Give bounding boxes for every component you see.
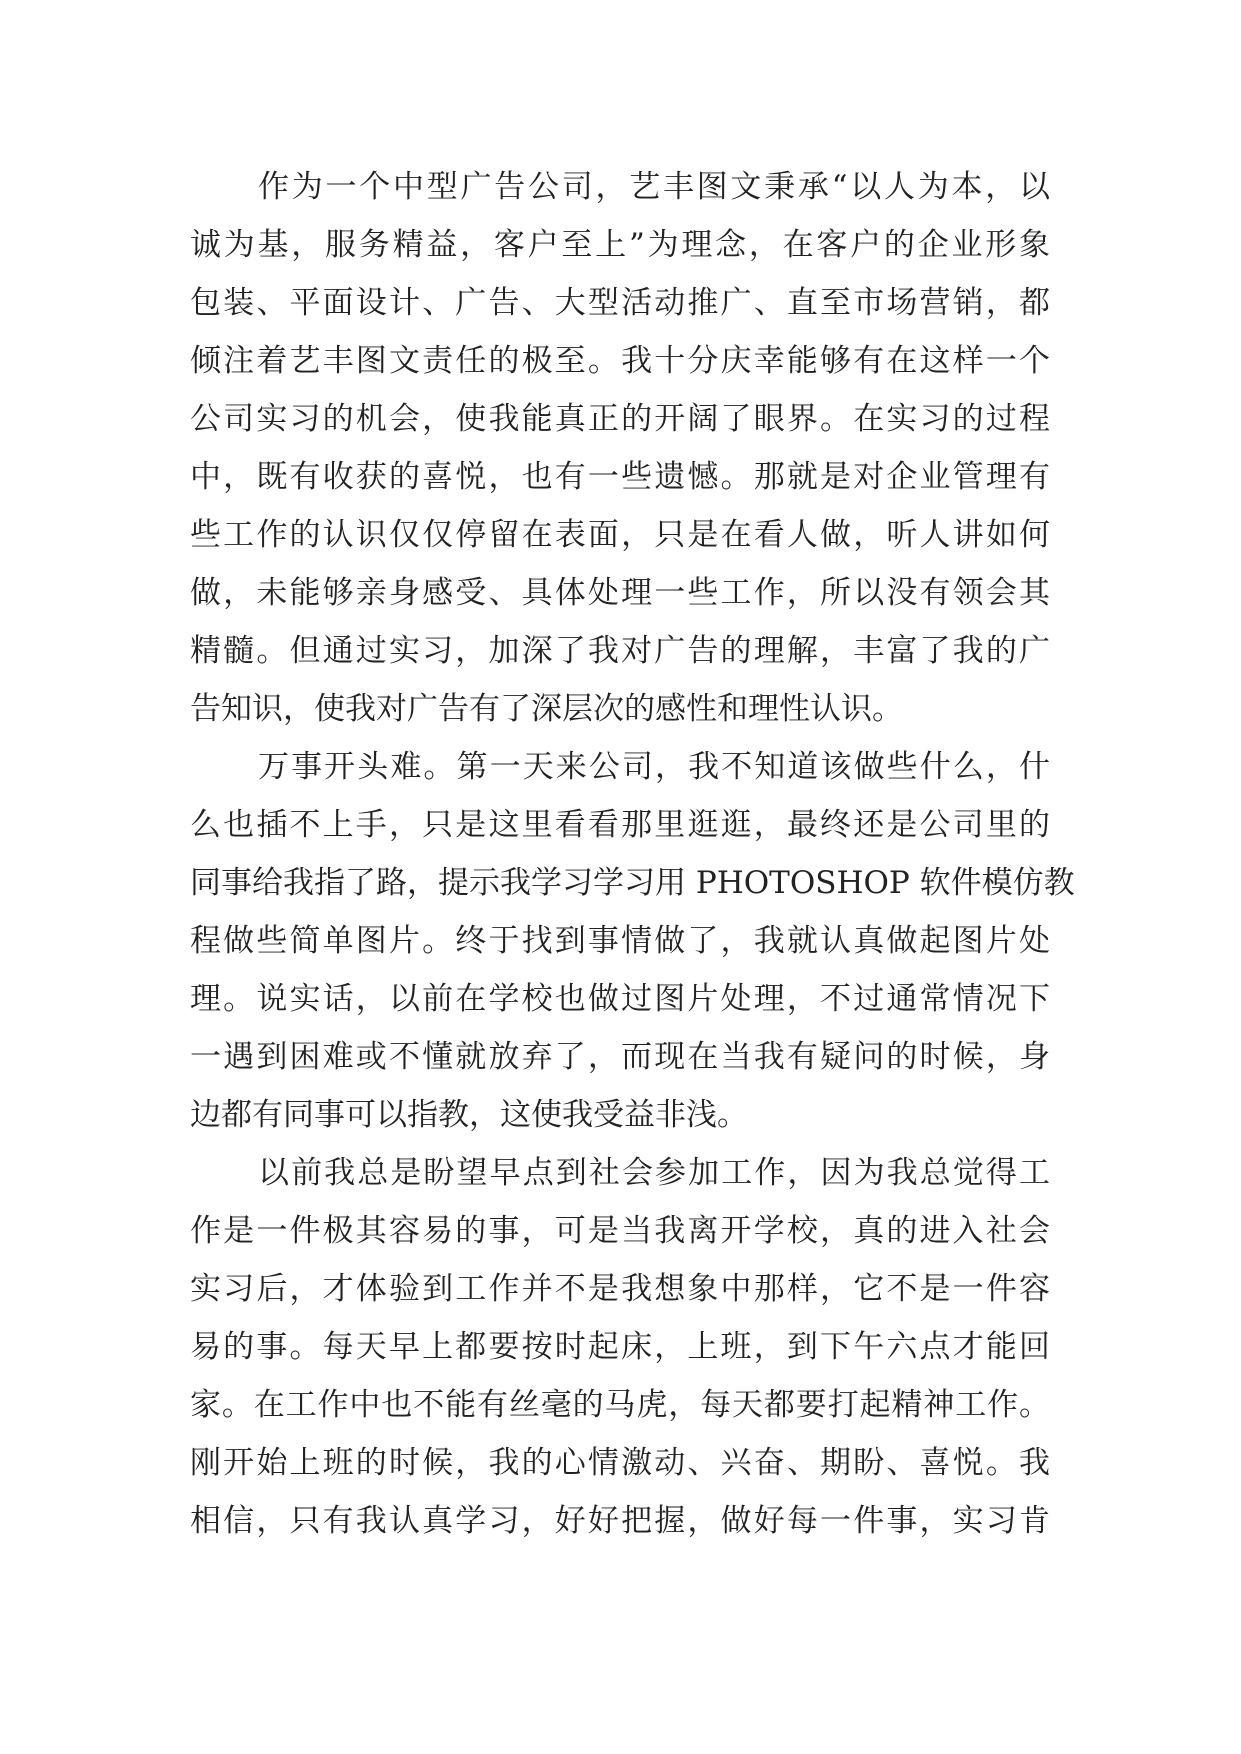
text-line: 同事给我指了路，提示我学习学习用 PHOTOSHOP 软件模仿教 [190,865,1075,901]
text-line: 诚为基，服务精益，客户至上”为理念，在客户的企业形象 [190,227,1050,263]
text-line: 以前我总是盼望早点到社会参加工作，因为我总觉得工 [258,1155,1050,1191]
text-line: 实习后，才体验到工作并不是我想象中那样，它不是一件容 [190,1271,1050,1307]
text-line: 精髓。但通过实习，加深了我对广告的理解，丰富了我的广 [190,633,1050,669]
text-line: 理。说实话，以前在学校也做过图片处理，不过通常情况下 [190,981,1050,1017]
text-line: 些工作的认识仅仅停留在表面，只是在看人做，听人讲如何 [190,517,1050,553]
text-line: 相信，只有我认真学习，好好把握，做好每一件事，实习肯 [190,1503,1050,1539]
text-line: 刚开始上班的时候，我的心情激动、兴奋、期盼、喜悦。我 [190,1445,1050,1481]
paragraph-1 [190,158,1050,738]
text-line: 中，既有收获的喜悦，也有一些遗憾。那就是对企业管理有 [190,459,1050,495]
text-line: 包装、平面设计、广告、大型活动推广、直至市场营销，都 [190,285,1050,321]
text-line: 公司实习的机会，使我能真正的开阔了眼界。在实习的过程 [190,401,1050,437]
text-line: 一遇到困难或不懂就放弃了，而现在当我有疑问的时候，身 [190,1039,1050,1075]
text-line: 万事开头难。第一天来公司，我不知道该做些什么，什 [258,749,1050,785]
text-line: 程做些简单图片。终于找到事情做了，我就认真做起图片处 [190,923,1050,959]
document-body [190,158,1075,1550]
text-line: 家。在工作中也不能有丝毫的马虎，每天都要打起精神工作。 [190,1387,1050,1423]
text-line: 作是一件极其容易的事，可是当我离开学校，真的进入社会 [190,1213,1050,1249]
text-line: 边都有同事可以指教，这使我受益非浅。 [190,1097,748,1133]
text-line: 么也插不上手，只是这里看看那里逛逛，最终还是公司里的 [190,807,1050,843]
text-line: 易的事。每天早上都要按时起床，上班，到下午六点才能回 [190,1329,1050,1365]
text-line: 做，未能够亲身感受、具体处理一些工作，所以没有领会其 [190,575,1050,611]
text-line: 作为一个中型广告公司，艺丰图文秉承“以人为本，以 [258,169,1050,205]
paragraph-2 [190,738,1075,1144]
text-line: 倾注着艺丰图文责任的极至。我十分庆幸能够有在这样一个 [190,343,1050,379]
text-line: 告知识，使我对广告有了深层次的感性和理性认识。 [190,691,903,727]
paragraph-3 [190,1144,1050,1550]
